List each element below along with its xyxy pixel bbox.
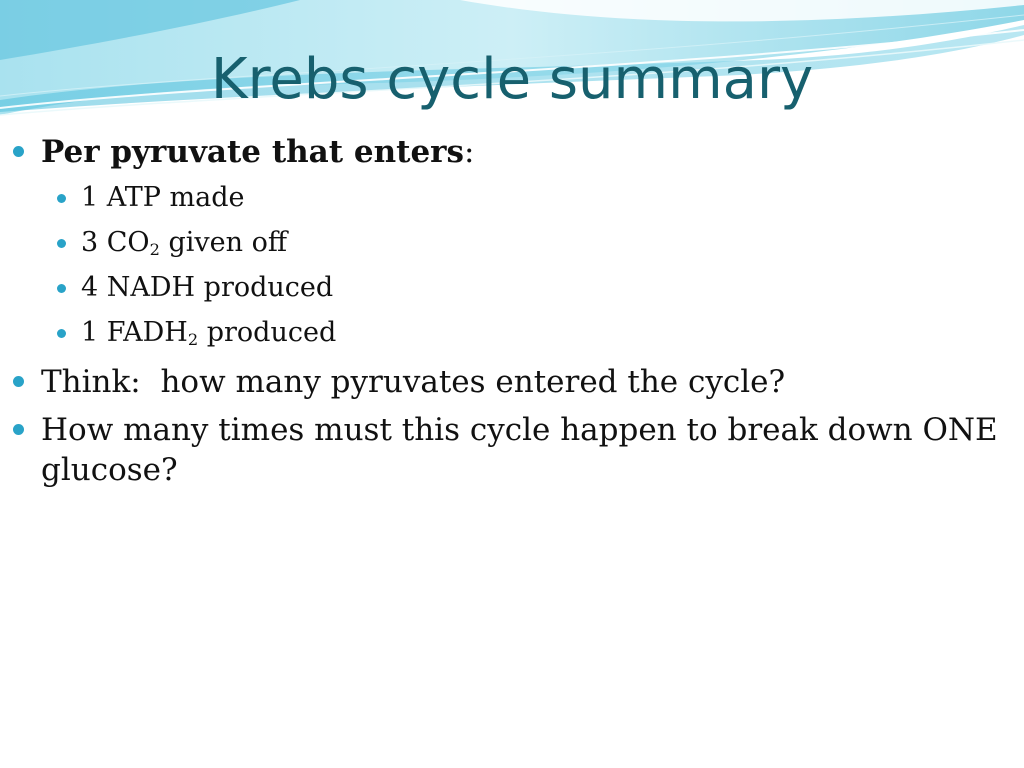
sub-bullet-text: 4 NADH produced <box>81 272 334 303</box>
sub-bullet-text <box>81 223 287 263</box>
sub-bullet-atp <box>0 178 1024 218</box>
bullet-text-line1: How many times must this cycle happen to break down ONE <box>41 412 998 448</box>
sub-bullet-dot-icon <box>57 284 66 293</box>
sub-bullet-text <box>81 313 336 353</box>
sub-bullet-text: 1 ATP made <box>81 182 245 213</box>
bullet-text <box>41 132 474 172</box>
bullet-text-line2: glucose? <box>41 452 178 488</box>
bullet-think <box>0 360 1024 404</box>
sub-bullet-nadh <box>0 268 1024 308</box>
sub-bullet-co2 <box>0 223 1024 263</box>
bullet-dot-icon <box>13 146 24 157</box>
bullet-text: Think: how many pyruvates entered the cycle? <box>41 364 786 400</box>
bullet-dot-icon <box>13 424 24 435</box>
sub-bullet-dot-icon <box>57 329 66 338</box>
subscript: 2 <box>187 330 199 350</box>
slide-title: Krebs cycle summary <box>210 47 814 112</box>
bullet-dot-icon <box>13 376 24 387</box>
bullet-bold-text: Per pyruvate that enters <box>41 134 464 170</box>
text-post: produced <box>198 317 337 348</box>
subscript: 2 <box>149 240 160 260</box>
bullet-how-many-times <box>0 408 1024 496</box>
sub-bullet-dot-icon <box>57 194 66 203</box>
sub-bullet-fadh2 <box>0 313 1024 353</box>
sub-bullet-dot-icon <box>57 239 66 248</box>
text-pre: 1 FADH <box>81 317 188 348</box>
text-post: given off <box>159 227 288 258</box>
bullet-suffix: : <box>463 134 475 170</box>
text-pre: 3 CO <box>81 227 150 258</box>
bullet-per-pyruvate <box>0 130 1024 174</box>
